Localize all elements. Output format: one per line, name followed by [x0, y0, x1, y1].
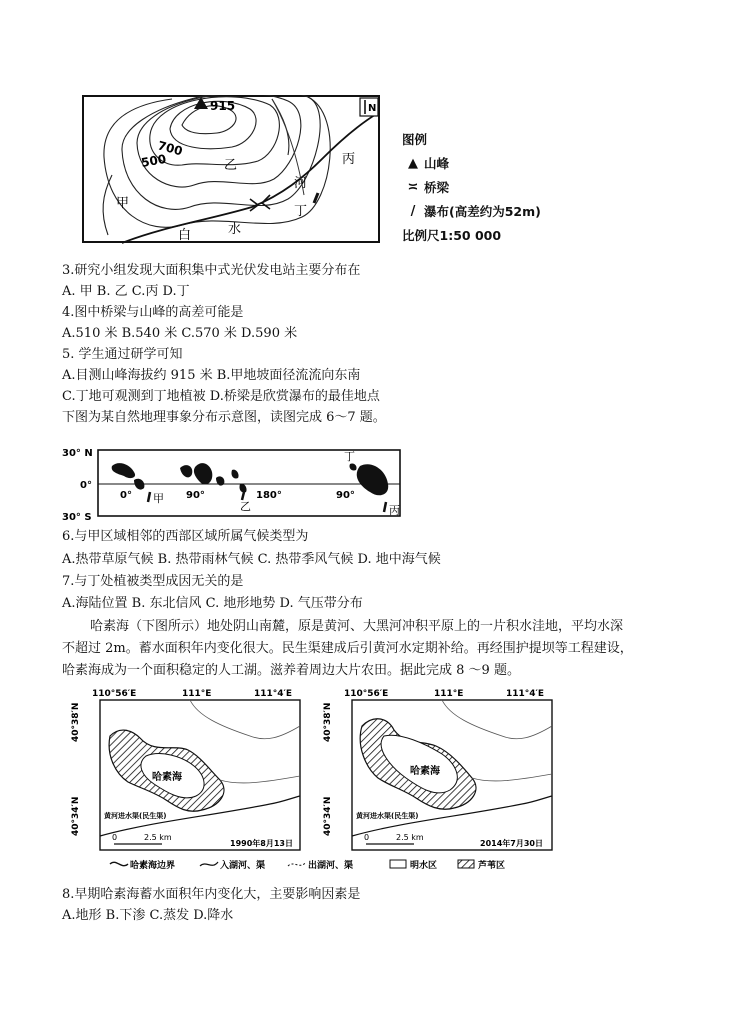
- date-2014: 2014年7月30日: [480, 839, 543, 848]
- legend-peak-label: 山峰: [424, 156, 450, 171]
- outflow-icon: [288, 862, 306, 866]
- legend-bridge-label: 桥梁: [424, 180, 450, 195]
- legend-row-peak: [402, 152, 541, 176]
- label-ding: 丁: [344, 450, 355, 463]
- q5-options-1: A.目测山峰海拔约 915 米 B.甲地坡面径流流向东南: [62, 368, 361, 383]
- lake-2014-label: 哈素海: [410, 766, 440, 777]
- q7-stem: 7.与丁处植被类型成因无关的是: [62, 574, 244, 589]
- lat-2014-1: 40°38′N: [323, 702, 333, 742]
- para-line-3: 哈素海成为一个面积稳定的人工湖。滋养着周边大片农田。据此完成 8 ～9 题。: [62, 663, 520, 678]
- lat-1990-1: 40°38′N: [71, 702, 81, 742]
- contour-500-label: 500: [140, 151, 168, 170]
- distribution-map: [60, 442, 405, 522]
- waterfall-icon: /: [410, 204, 416, 219]
- label-yi: 乙: [240, 500, 251, 513]
- scale-1990-length: 2.5 km: [144, 833, 172, 842]
- lon-90w: 90°: [336, 490, 355, 501]
- lat-0: 0°: [80, 480, 92, 491]
- lon-1990-3: 111°4′E: [254, 689, 293, 699]
- place-jia: 甲: [116, 196, 130, 211]
- legend-row-waterfall: [402, 200, 541, 224]
- map-2014: [323, 689, 552, 850]
- lon-1990-1: 110°56′E: [92, 689, 137, 699]
- peak-icon: ▲: [408, 156, 418, 171]
- legend-open: 明水区: [410, 861, 438, 871]
- q3-stem: 3.研究小组发现大面积集中式光伏发电站主要分布在: [62, 263, 361, 278]
- legend-inflow: 入湖河、渠: [220, 861, 266, 871]
- q4-options: A.510 米 B.540 米 C.570 米 D.590 米: [62, 326, 298, 341]
- lon-0: 0°: [120, 490, 132, 501]
- legend-boundary: 哈素海边界: [130, 861, 176, 871]
- lon-90e: 90°: [186, 490, 205, 501]
- q4-stem: 4.图中桥梁与山峰的高差可能是: [62, 305, 244, 320]
- q6-options: A.热带草原气候 B. 热带雨林气候 C. 热带季风气候 D. 地中海气候: [62, 552, 441, 567]
- lon-2014-2: 111°E: [434, 689, 464, 699]
- river-label-he: 河: [294, 176, 308, 191]
- legend-reed: 芦苇区: [478, 861, 506, 871]
- hasuhai-maps: [70, 686, 580, 876]
- map-1990: [71, 689, 300, 850]
- para-line-2: 不超过 2m。蓄水面积年内变化很大。民生渠建成后引黄河水定期补给。再经围护提坝等工程建设，: [62, 641, 633, 656]
- lat-30n: 30° N: [62, 448, 93, 459]
- river-label-bai: 白: [178, 228, 192, 243]
- label-jia: 甲: [153, 492, 164, 505]
- q5-options-2: C.丁地可观测到丁地植被 D.桥梁是欣赏瀑布的最佳地点: [62, 389, 380, 404]
- intro-6-7: 下图为某自然地理事象分布示意图，读图完成 6～7 题。: [62, 410, 386, 425]
- map1-legend: [402, 128, 541, 248]
- lat-30s: 30° S: [62, 512, 92, 522]
- open-water-icon: [390, 860, 406, 868]
- label-bing: 丙: [389, 504, 400, 517]
- legend-scale: 比例尺1:50 000: [402, 228, 502, 243]
- place-bing: 丙: [342, 152, 356, 167]
- contour-700-label: 700: [156, 138, 185, 159]
- lon-180: 180°: [256, 490, 282, 501]
- topographic-map: [82, 95, 382, 245]
- inflow-icon: [200, 862, 218, 866]
- place-ding: 丁: [294, 204, 308, 219]
- canal-1990-label: 黄河进水渠(民生渠): [104, 812, 167, 820]
- q8-options: A.地形 B.下渗 C.蒸发 D.降水: [62, 908, 234, 923]
- lon-1990-2: 111°E: [182, 689, 212, 699]
- boundary-icon: [110, 862, 128, 865]
- q3-options: A. 甲 B. 乙 C.丙 D.丁: [62, 284, 190, 299]
- legend-outflow: 出湖河、渠: [308, 861, 354, 871]
- reed-icon: [458, 860, 474, 868]
- canal-2014-label: 黄河进水渠(民生渠): [356, 812, 419, 820]
- scale-1990-zero: 0: [112, 833, 118, 842]
- legend-row-bridge: [402, 176, 541, 200]
- lake-1990-label: 哈素海: [152, 772, 182, 783]
- lon-2014-3: 111°4′E: [506, 689, 545, 699]
- q5-stem: 5. 学生通过研学可知: [62, 347, 183, 362]
- lon-2014-1: 110°56′E: [344, 689, 389, 699]
- bridge-icon: ≍: [407, 180, 419, 195]
- q8-stem: 8.早期哈素海蓄水面积年内变化大，主要影响因素是: [62, 887, 361, 902]
- legend-title: 图例: [402, 132, 428, 147]
- scale-2014-length: 2.5 km: [396, 833, 424, 842]
- scale-2014-zero: 0: [364, 833, 370, 842]
- q6-stem: 6.与甲区域相邻的西部区域所属气候类型为: [62, 529, 309, 544]
- para-line-1: 哈素海（下图所示）地处阴山南麓，原是黄河、大黑河冲积平原上的一片积水洼地，平均水深: [90, 619, 624, 634]
- place-yi: 乙: [224, 158, 238, 173]
- river-label-shui: 水: [228, 222, 242, 237]
- peak-elevation: 915: [210, 99, 236, 113]
- north-label: N: [368, 103, 377, 114]
- map3-legend: [110, 859, 505, 871]
- legend-waterfall-label: 瀑布(高差约为52m): [424, 204, 541, 219]
- date-1990: 1990年8月13日: [230, 839, 293, 848]
- lat-2014-2: 40°34′N: [323, 796, 333, 836]
- lat-1990-2: 40°34′N: [71, 796, 81, 836]
- q7-options: A.海陆位置 B. 东北信风 C. 地形地势 D. 气压带分布: [62, 596, 363, 611]
